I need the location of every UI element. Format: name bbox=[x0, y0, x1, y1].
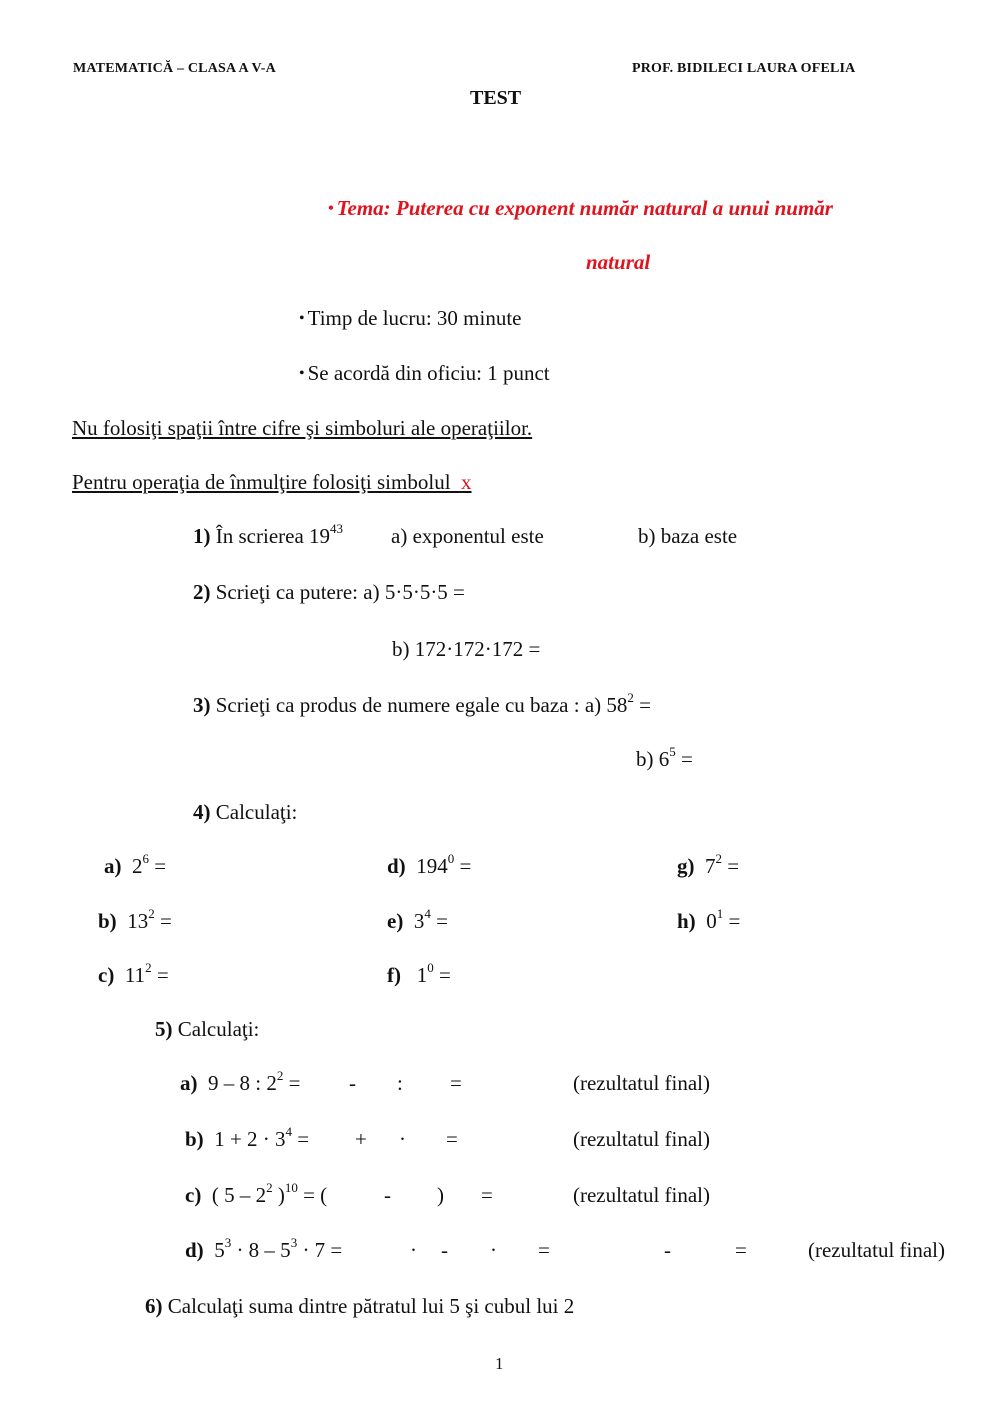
q5-c-exp2: 10 bbox=[284, 1180, 298, 1195]
q4-item-d bbox=[387, 851, 472, 879]
q6-prompt: Calculaţi suma dintre pătratul lui 5 şi cubul lui 2 bbox=[167, 1294, 575, 1318]
q5-c-sym3: = bbox=[481, 1183, 493, 1207]
q2-text bbox=[193, 580, 465, 605]
q4-number: 4) bbox=[193, 800, 211, 824]
instruction-2 bbox=[72, 470, 472, 495]
timp-line bbox=[299, 306, 522, 331]
page-title: TEST bbox=[470, 87, 522, 109]
q3-a-eq: = bbox=[633, 693, 651, 717]
q5-c-post2: = ( bbox=[297, 1183, 328, 1207]
q4-item-exp: 4 bbox=[424, 906, 431, 921]
q4-item-base: 7 bbox=[705, 854, 716, 878]
q4-item-label: e) bbox=[387, 909, 404, 933]
q5-d-expr bbox=[185, 1235, 343, 1263]
q4-item-eq: = bbox=[151, 963, 169, 987]
q3-number: 3) bbox=[193, 693, 211, 717]
tema-line-2: natural bbox=[586, 250, 651, 274]
q4-item-exp: 0 bbox=[427, 960, 434, 975]
q5-c-pre: ( 5 – 2 bbox=[211, 1183, 267, 1207]
q5-a-final: (rezultatul final) bbox=[573, 1071, 711, 1095]
q4-item-b bbox=[98, 906, 172, 934]
q2-prompt: Scrieţi ca putere: a) 5·5·5·5 = bbox=[215, 580, 465, 604]
q4-item-label: a) bbox=[104, 854, 122, 878]
q1-prompt: În scrierea 19 bbox=[215, 524, 331, 548]
q5-d-pre: 5 bbox=[214, 1238, 225, 1262]
q4-item-label: g) bbox=[677, 854, 695, 878]
q5-c-post: ) bbox=[272, 1183, 285, 1207]
q3-a-exponent: 2 bbox=[627, 690, 634, 705]
q4-item-exp: 2 bbox=[715, 851, 722, 866]
q1-number: 1) bbox=[193, 524, 211, 548]
q5-d-exp: 3 bbox=[224, 1235, 232, 1250]
q4-item-base: 13 bbox=[127, 909, 149, 933]
page-number: 1 bbox=[495, 1354, 504, 1373]
q5-d-sym6: = bbox=[735, 1238, 747, 1262]
q5-a-label: a) bbox=[180, 1071, 198, 1095]
q1-b: b) baza este bbox=[638, 524, 738, 548]
q5-d-post: · 7 = bbox=[297, 1238, 343, 1262]
q4-item-eq: = bbox=[454, 854, 472, 878]
q5-c-final: (rezultatul final) bbox=[573, 1183, 711, 1207]
q4-item-label: d) bbox=[387, 854, 406, 878]
q4-item-a bbox=[104, 851, 167, 879]
q3-b bbox=[636, 744, 693, 772]
q5-b-expr bbox=[185, 1124, 310, 1152]
q5-c-sym2: ) bbox=[437, 1183, 444, 1207]
q4-item-base: 11 bbox=[124, 963, 146, 987]
q5-b-sym2: · bbox=[399, 1127, 406, 1151]
q4-item-eq: = bbox=[722, 854, 740, 878]
q5-d-final: (rezultatul final) bbox=[808, 1238, 946, 1262]
q5-d-sym1: · bbox=[410, 1238, 417, 1262]
q5-b-exp: 4 bbox=[285, 1124, 293, 1139]
q1-a: a) exponentul este bbox=[391, 524, 544, 548]
q4-item-exp: 2 bbox=[148, 906, 155, 921]
q5-d-sym5: - bbox=[664, 1238, 671, 1262]
bullet-icon: • bbox=[299, 365, 305, 382]
q4-item-exp: 1 bbox=[716, 906, 724, 921]
q4-item-base: 0 bbox=[706, 909, 717, 933]
q4-text bbox=[193, 800, 297, 825]
q4-item-label: h) bbox=[677, 909, 696, 933]
timp-text: Timp de lucru: 30 minute bbox=[307, 306, 522, 330]
q4-item-g bbox=[677, 851, 740, 879]
q4-item-label: f) bbox=[387, 963, 401, 987]
instruction-2-text: Pentru operaţia de înmulţire folosiţi simbolul bbox=[72, 470, 451, 494]
header-left: MATEMATICĂ – CLASA A V-A bbox=[73, 61, 276, 76]
q4-item-eq: = bbox=[149, 854, 167, 878]
bullet-icon: • bbox=[299, 310, 305, 327]
q2-number: 2) bbox=[193, 580, 211, 604]
q4-item-label: b) bbox=[98, 909, 117, 933]
q4-item-label: c) bbox=[98, 963, 115, 987]
q1-exponent: 43 bbox=[330, 521, 344, 536]
header-right: PROF. BIDILECI LAURA OFELIA bbox=[632, 61, 856, 76]
multiply-symbol: x bbox=[461, 470, 472, 494]
q5-d-exp2: 3 bbox=[290, 1235, 298, 1250]
q3-b-exponent: 5 bbox=[669, 744, 676, 759]
q5-b-post: = bbox=[292, 1127, 310, 1151]
q4-item-eq: = bbox=[433, 963, 451, 987]
q5-d-mid: · 8 – 5 bbox=[231, 1238, 291, 1262]
q5-a-post: = bbox=[283, 1071, 301, 1095]
tema-text-1: Tema: Puterea cu exponent număr natural a unui număr bbox=[336, 196, 833, 220]
q4-item-f bbox=[387, 960, 451, 988]
q4-item-e bbox=[387, 906, 448, 934]
q3-text bbox=[193, 690, 651, 718]
q5-b-pre: 1 + 2 · 3 bbox=[214, 1127, 286, 1151]
q4-title: Calculaţi: bbox=[215, 800, 298, 824]
q4-item-eq: = bbox=[723, 909, 741, 933]
q1-text bbox=[193, 521, 344, 549]
q5-b-sym1: + bbox=[355, 1127, 367, 1151]
q5-b-final: (rezultatul final) bbox=[573, 1127, 711, 1151]
tema-line-1 bbox=[328, 196, 833, 221]
q5-c-sym1: - bbox=[384, 1183, 391, 1207]
q5-d-label: d) bbox=[185, 1238, 204, 1262]
q4-item-exp: 2 bbox=[145, 960, 152, 975]
bullet-icon: • bbox=[328, 200, 334, 217]
oficiu-text: Se acordă din oficiu: 1 punct bbox=[307, 361, 550, 385]
q6-text bbox=[145, 1294, 574, 1319]
q5-c-expr bbox=[185, 1180, 328, 1208]
q3-b-eq: = bbox=[675, 747, 693, 771]
q5-c-exp: 2 bbox=[266, 1180, 273, 1195]
q5-title: Calculaţi: bbox=[177, 1017, 260, 1041]
q2-b: b) 172·172·172 = bbox=[392, 637, 541, 661]
q5-d-sym3: · bbox=[490, 1238, 497, 1262]
q5-a-sym2: : bbox=[397, 1071, 403, 1095]
q5-a-sym1: - bbox=[349, 1071, 356, 1095]
q4-item-base: 194 bbox=[416, 854, 448, 878]
q5-c-label: c) bbox=[185, 1183, 202, 1207]
q4-item-c bbox=[98, 960, 169, 988]
q5-number: 5) bbox=[155, 1017, 173, 1041]
q4-item-exp: 0 bbox=[447, 851, 455, 866]
q4-item-base: 1 bbox=[416, 963, 428, 987]
q5-b-sym3: = bbox=[446, 1127, 458, 1151]
q5-d-sym4: = bbox=[538, 1238, 550, 1262]
q4-item-eq: = bbox=[430, 909, 448, 933]
q5-a-pre: 9 – 8 : 2 bbox=[208, 1071, 277, 1095]
q5-text bbox=[155, 1017, 259, 1042]
instruction-1: Nu folosiţi spaţii între cifre şi simboluri ale operaţiilor. bbox=[72, 416, 533, 440]
q3-prompt: Scrieţi ca produs de numere egale cu baza : a) 58 bbox=[215, 693, 628, 717]
q4-item-base: 2 bbox=[132, 854, 143, 878]
q5-a-exp: 2 bbox=[276, 1068, 284, 1083]
q5-d-sym2: - bbox=[441, 1238, 448, 1262]
q5-b-label: b) bbox=[185, 1127, 204, 1151]
q4-item-eq: = bbox=[154, 909, 172, 933]
oficiu-line bbox=[299, 361, 550, 386]
q4-item-base: 3 bbox=[413, 909, 425, 933]
q5-a-expr bbox=[180, 1068, 301, 1096]
q4-item-h bbox=[677, 906, 741, 934]
q6-number: 6) bbox=[145, 1294, 163, 1318]
q4-item-exp: 6 bbox=[142, 851, 149, 866]
q5-a-sym3: = bbox=[450, 1071, 462, 1095]
q3-b-base: b) 6 bbox=[636, 747, 670, 771]
